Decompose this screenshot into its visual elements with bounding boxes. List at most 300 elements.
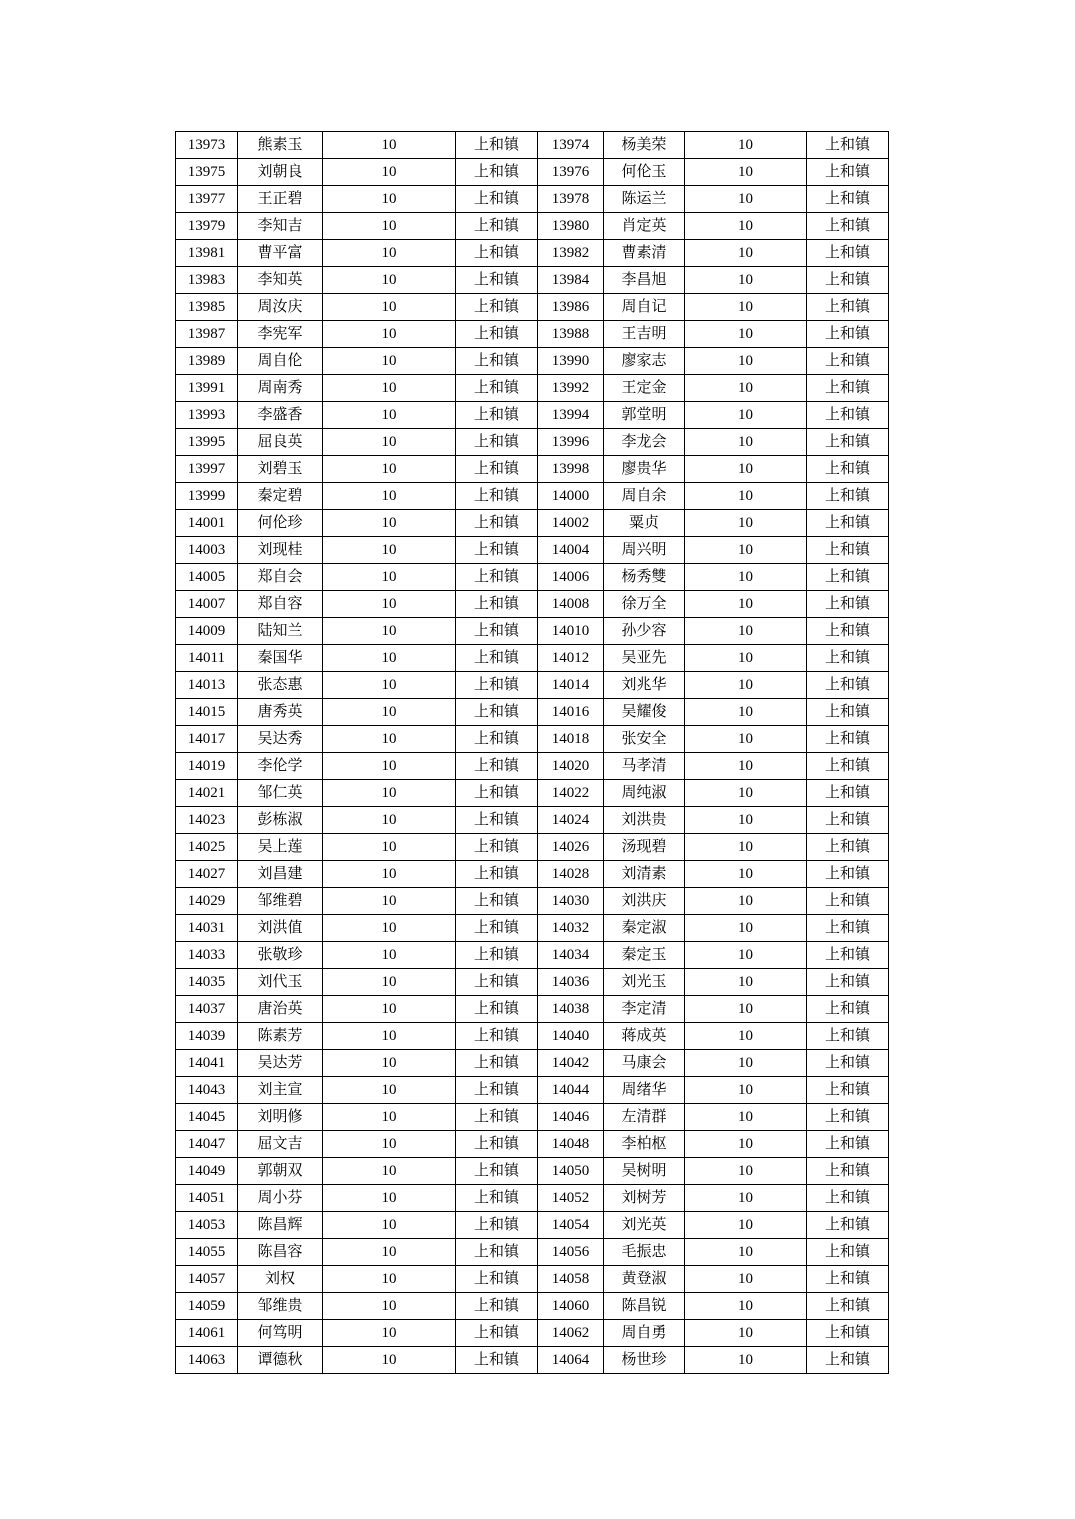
table-row bbox=[176, 834, 889, 861]
cell-amount: 10 bbox=[323, 915, 456, 942]
cell-name: 黄登淑 bbox=[604, 1266, 685, 1293]
cell-amount: 10 bbox=[323, 1266, 456, 1293]
cell-amount: 10 bbox=[323, 807, 456, 834]
cell-id: 13974 bbox=[538, 132, 604, 159]
cell-name: 陈素芳 bbox=[238, 1023, 323, 1050]
cell-name: 彭栋淑 bbox=[238, 807, 323, 834]
cell-name: 屈良英 bbox=[238, 429, 323, 456]
cell-town: 上和镇 bbox=[807, 1050, 889, 1077]
cell-id: 13994 bbox=[538, 402, 604, 429]
cell-town: 上和镇 bbox=[807, 1266, 889, 1293]
table-row bbox=[176, 348, 889, 375]
table-row bbox=[176, 645, 889, 672]
table-row bbox=[176, 483, 889, 510]
cell-name: 秦定玉 bbox=[604, 942, 685, 969]
cell-town: 上和镇 bbox=[456, 915, 538, 942]
cell-amount: 10 bbox=[685, 213, 807, 240]
cell-name: 刘兆华 bbox=[604, 672, 685, 699]
cell-id: 14014 bbox=[538, 672, 604, 699]
cell-amount: 10 bbox=[685, 780, 807, 807]
table-row bbox=[176, 1023, 889, 1050]
cell-town: 上和镇 bbox=[456, 1347, 538, 1374]
cell-town: 上和镇 bbox=[807, 1320, 889, 1347]
cell-amount: 10 bbox=[323, 1185, 456, 1212]
cell-town: 上和镇 bbox=[456, 510, 538, 537]
cell-name: 刘明修 bbox=[238, 1104, 323, 1131]
cell-amount: 10 bbox=[685, 753, 807, 780]
cell-name: 郑自会 bbox=[238, 564, 323, 591]
cell-town: 上和镇 bbox=[456, 1131, 538, 1158]
cell-name: 何笃明 bbox=[238, 1320, 323, 1347]
cell-id: 13999 bbox=[176, 483, 238, 510]
cell-town: 上和镇 bbox=[807, 645, 889, 672]
cell-id: 14062 bbox=[538, 1320, 604, 1347]
cell-town: 上和镇 bbox=[807, 321, 889, 348]
cell-amount: 10 bbox=[685, 1239, 807, 1266]
cell-town: 上和镇 bbox=[456, 726, 538, 753]
cell-id: 14048 bbox=[538, 1131, 604, 1158]
table-row bbox=[176, 969, 889, 996]
cell-name: 邹仁英 bbox=[238, 780, 323, 807]
cell-id: 14064 bbox=[538, 1347, 604, 1374]
cell-town: 上和镇 bbox=[456, 861, 538, 888]
cell-amount: 10 bbox=[685, 267, 807, 294]
cell-name: 刘现桂 bbox=[238, 537, 323, 564]
cell-name: 刘代玉 bbox=[238, 969, 323, 996]
cell-id: 14023 bbox=[176, 807, 238, 834]
table-row bbox=[176, 159, 889, 186]
cell-id: 14059 bbox=[176, 1293, 238, 1320]
cell-id: 14010 bbox=[538, 618, 604, 645]
cell-town: 上和镇 bbox=[807, 834, 889, 861]
cell-amount: 10 bbox=[323, 429, 456, 456]
cell-amount: 10 bbox=[685, 996, 807, 1023]
cell-name: 马康会 bbox=[604, 1050, 685, 1077]
cell-name: 廖贵华 bbox=[604, 456, 685, 483]
cell-amount: 10 bbox=[323, 483, 456, 510]
cell-amount: 10 bbox=[685, 240, 807, 267]
cell-town: 上和镇 bbox=[456, 240, 538, 267]
cell-town: 上和镇 bbox=[807, 348, 889, 375]
cell-id: 13975 bbox=[176, 159, 238, 186]
cell-town: 上和镇 bbox=[807, 1212, 889, 1239]
cell-amount: 10 bbox=[323, 1239, 456, 1266]
cell-town: 上和镇 bbox=[807, 294, 889, 321]
cell-name: 吴上莲 bbox=[238, 834, 323, 861]
cell-amount: 10 bbox=[323, 942, 456, 969]
cell-id: 14005 bbox=[176, 564, 238, 591]
table-row bbox=[176, 591, 889, 618]
cell-town: 上和镇 bbox=[807, 1104, 889, 1131]
cell-name: 杨秀雙 bbox=[604, 564, 685, 591]
cell-amount: 10 bbox=[323, 996, 456, 1023]
cell-id: 14052 bbox=[538, 1185, 604, 1212]
cell-amount: 10 bbox=[685, 510, 807, 537]
cell-town: 上和镇 bbox=[456, 267, 538, 294]
cell-town: 上和镇 bbox=[456, 807, 538, 834]
cell-town: 上和镇 bbox=[807, 1023, 889, 1050]
cell-name: 曹素清 bbox=[604, 240, 685, 267]
cell-town: 上和镇 bbox=[807, 1131, 889, 1158]
table-row bbox=[176, 1320, 889, 1347]
cell-id: 14025 bbox=[176, 834, 238, 861]
cell-town: 上和镇 bbox=[807, 375, 889, 402]
table-row bbox=[176, 510, 889, 537]
cell-id: 13977 bbox=[176, 186, 238, 213]
cell-name: 秦国华 bbox=[238, 645, 323, 672]
cell-amount: 10 bbox=[685, 456, 807, 483]
cell-amount: 10 bbox=[685, 618, 807, 645]
cell-town: 上和镇 bbox=[456, 483, 538, 510]
cell-id: 13985 bbox=[176, 294, 238, 321]
cell-amount: 10 bbox=[323, 969, 456, 996]
cell-id: 13989 bbox=[176, 348, 238, 375]
cell-town: 上和镇 bbox=[807, 753, 889, 780]
cell-amount: 10 bbox=[685, 402, 807, 429]
cell-amount: 10 bbox=[323, 591, 456, 618]
table-row bbox=[176, 1158, 889, 1185]
cell-town: 上和镇 bbox=[456, 1158, 538, 1185]
cell-amount: 10 bbox=[685, 807, 807, 834]
cell-id: 14057 bbox=[176, 1266, 238, 1293]
cell-name: 李昌旭 bbox=[604, 267, 685, 294]
cell-name: 杨世珍 bbox=[604, 1347, 685, 1374]
cell-id: 14051 bbox=[176, 1185, 238, 1212]
cell-amount: 10 bbox=[685, 1050, 807, 1077]
cell-id: 14047 bbox=[176, 1131, 238, 1158]
cell-id: 13998 bbox=[538, 456, 604, 483]
cell-name: 周自勇 bbox=[604, 1320, 685, 1347]
cell-town: 上和镇 bbox=[456, 537, 538, 564]
cell-town: 上和镇 bbox=[456, 159, 538, 186]
cell-town: 上和镇 bbox=[807, 537, 889, 564]
cell-amount: 10 bbox=[323, 834, 456, 861]
cell-id: 14033 bbox=[176, 942, 238, 969]
cell-town: 上和镇 bbox=[456, 618, 538, 645]
cell-id: 14050 bbox=[538, 1158, 604, 1185]
cell-town: 上和镇 bbox=[456, 1050, 538, 1077]
table-row bbox=[176, 456, 889, 483]
cell-name: 王定金 bbox=[604, 375, 685, 402]
cell-amount: 10 bbox=[323, 456, 456, 483]
table-row bbox=[176, 726, 889, 753]
table-row bbox=[176, 1293, 889, 1320]
cell-amount: 10 bbox=[323, 699, 456, 726]
cell-id: 14006 bbox=[538, 564, 604, 591]
cell-id: 14024 bbox=[538, 807, 604, 834]
cell-id: 14035 bbox=[176, 969, 238, 996]
table-row bbox=[176, 888, 889, 915]
cell-name: 汤现碧 bbox=[604, 834, 685, 861]
cell-town: 上和镇 bbox=[456, 186, 538, 213]
cell-name: 李知英 bbox=[238, 267, 323, 294]
cell-id: 14039 bbox=[176, 1023, 238, 1050]
cell-town: 上和镇 bbox=[807, 1185, 889, 1212]
table-row bbox=[176, 240, 889, 267]
cell-amount: 10 bbox=[323, 348, 456, 375]
cell-town: 上和镇 bbox=[807, 726, 889, 753]
cell-amount: 10 bbox=[323, 672, 456, 699]
cell-town: 上和镇 bbox=[456, 672, 538, 699]
cell-town: 上和镇 bbox=[807, 510, 889, 537]
cell-amount: 10 bbox=[323, 645, 456, 672]
cell-town: 上和镇 bbox=[456, 1212, 538, 1239]
cell-town: 上和镇 bbox=[807, 861, 889, 888]
table-row bbox=[176, 294, 889, 321]
cell-id: 14049 bbox=[176, 1158, 238, 1185]
cell-amount: 10 bbox=[323, 861, 456, 888]
cell-id: 13973 bbox=[176, 132, 238, 159]
cell-id: 14036 bbox=[538, 969, 604, 996]
cell-amount: 10 bbox=[323, 1023, 456, 1050]
cell-town: 上和镇 bbox=[456, 348, 538, 375]
roster-table bbox=[175, 131, 889, 1374]
cell-amount: 10 bbox=[685, 915, 807, 942]
cell-amount: 10 bbox=[323, 132, 456, 159]
cell-name: 周自余 bbox=[604, 483, 685, 510]
table-row bbox=[176, 942, 889, 969]
table-row bbox=[176, 780, 889, 807]
cell-amount: 10 bbox=[685, 294, 807, 321]
cell-name: 秦定碧 bbox=[238, 483, 323, 510]
cell-town: 上和镇 bbox=[807, 1347, 889, 1374]
cell-town: 上和镇 bbox=[807, 456, 889, 483]
cell-id: 14012 bbox=[538, 645, 604, 672]
cell-amount: 10 bbox=[323, 375, 456, 402]
cell-name: 杨美荣 bbox=[604, 132, 685, 159]
cell-id: 14018 bbox=[538, 726, 604, 753]
cell-town: 上和镇 bbox=[807, 1158, 889, 1185]
cell-town: 上和镇 bbox=[807, 618, 889, 645]
table-row bbox=[176, 1104, 889, 1131]
cell-id: 13980 bbox=[538, 213, 604, 240]
cell-amount: 10 bbox=[323, 1320, 456, 1347]
cell-id: 13992 bbox=[538, 375, 604, 402]
cell-name: 吴亚先 bbox=[604, 645, 685, 672]
table-row bbox=[176, 429, 889, 456]
cell-id: 13995 bbox=[176, 429, 238, 456]
cell-amount: 10 bbox=[323, 780, 456, 807]
cell-name: 刘碧玉 bbox=[238, 456, 323, 483]
cell-id: 14038 bbox=[538, 996, 604, 1023]
cell-amount: 10 bbox=[685, 591, 807, 618]
table-row bbox=[176, 564, 889, 591]
cell-town: 上和镇 bbox=[807, 429, 889, 456]
cell-id: 14020 bbox=[538, 753, 604, 780]
table-row bbox=[176, 1239, 889, 1266]
cell-amount: 10 bbox=[685, 348, 807, 375]
cell-amount: 10 bbox=[323, 159, 456, 186]
cell-id: 14058 bbox=[538, 1266, 604, 1293]
cell-town: 上和镇 bbox=[456, 591, 538, 618]
cell-name: 粟贞 bbox=[604, 510, 685, 537]
cell-amount: 10 bbox=[323, 1158, 456, 1185]
cell-id: 14022 bbox=[538, 780, 604, 807]
cell-id: 13982 bbox=[538, 240, 604, 267]
cell-amount: 10 bbox=[685, 672, 807, 699]
cell-town: 上和镇 bbox=[456, 969, 538, 996]
cell-name: 刘光英 bbox=[604, 1212, 685, 1239]
cell-name: 李盛香 bbox=[238, 402, 323, 429]
cell-name: 熊素玉 bbox=[238, 132, 323, 159]
cell-id: 13986 bbox=[538, 294, 604, 321]
cell-town: 上和镇 bbox=[456, 1320, 538, 1347]
cell-name: 周小芬 bbox=[238, 1185, 323, 1212]
cell-id: 14040 bbox=[538, 1023, 604, 1050]
cell-amount: 10 bbox=[323, 537, 456, 564]
table-row bbox=[176, 1266, 889, 1293]
cell-town: 上和镇 bbox=[807, 699, 889, 726]
cell-id: 14061 bbox=[176, 1320, 238, 1347]
cell-name: 孙少容 bbox=[604, 618, 685, 645]
cell-amount: 10 bbox=[685, 1077, 807, 1104]
cell-town: 上和镇 bbox=[456, 942, 538, 969]
cell-town: 上和镇 bbox=[807, 213, 889, 240]
cell-amount: 10 bbox=[685, 186, 807, 213]
table-row bbox=[176, 807, 889, 834]
cell-name: 张敬珍 bbox=[238, 942, 323, 969]
cell-town: 上和镇 bbox=[456, 213, 538, 240]
cell-name: 陈昌辉 bbox=[238, 1212, 323, 1239]
cell-name: 吴达芳 bbox=[238, 1050, 323, 1077]
cell-amount: 10 bbox=[685, 726, 807, 753]
cell-amount: 10 bbox=[323, 1104, 456, 1131]
cell-amount: 10 bbox=[323, 1131, 456, 1158]
cell-town: 上和镇 bbox=[807, 564, 889, 591]
cell-id: 14028 bbox=[538, 861, 604, 888]
cell-town: 上和镇 bbox=[456, 699, 538, 726]
table-row bbox=[176, 402, 889, 429]
cell-id: 14031 bbox=[176, 915, 238, 942]
cell-amount: 10 bbox=[323, 294, 456, 321]
cell-name: 周兴明 bbox=[604, 537, 685, 564]
cell-id: 14054 bbox=[538, 1212, 604, 1239]
cell-name: 郭堂明 bbox=[604, 402, 685, 429]
cell-name: 李宪军 bbox=[238, 321, 323, 348]
cell-amount: 10 bbox=[685, 483, 807, 510]
table-row bbox=[176, 1050, 889, 1077]
cell-id: 14053 bbox=[176, 1212, 238, 1239]
cell-id: 13987 bbox=[176, 321, 238, 348]
cell-town: 上和镇 bbox=[807, 1239, 889, 1266]
table-row bbox=[176, 1077, 889, 1104]
cell-name: 周汝庆 bbox=[238, 294, 323, 321]
cell-town: 上和镇 bbox=[456, 1293, 538, 1320]
cell-name: 何伦玉 bbox=[604, 159, 685, 186]
cell-id: 14008 bbox=[538, 591, 604, 618]
cell-id: 13983 bbox=[176, 267, 238, 294]
cell-name: 刘洪庆 bbox=[604, 888, 685, 915]
cell-name: 周南秀 bbox=[238, 375, 323, 402]
cell-amount: 10 bbox=[685, 564, 807, 591]
cell-name: 刘主宣 bbox=[238, 1077, 323, 1104]
cell-town: 上和镇 bbox=[456, 429, 538, 456]
cell-id: 13996 bbox=[538, 429, 604, 456]
cell-town: 上和镇 bbox=[807, 672, 889, 699]
cell-amount: 10 bbox=[685, 861, 807, 888]
cell-id: 14037 bbox=[176, 996, 238, 1023]
cell-town: 上和镇 bbox=[456, 456, 538, 483]
cell-town: 上和镇 bbox=[456, 1104, 538, 1131]
cell-name: 刘洪贵 bbox=[604, 807, 685, 834]
table-row bbox=[176, 915, 889, 942]
cell-id: 14042 bbox=[538, 1050, 604, 1077]
cell-amount: 10 bbox=[685, 429, 807, 456]
cell-id: 13984 bbox=[538, 267, 604, 294]
cell-amount: 10 bbox=[323, 618, 456, 645]
cell-town: 上和镇 bbox=[807, 1293, 889, 1320]
cell-id: 14034 bbox=[538, 942, 604, 969]
cell-id: 14056 bbox=[538, 1239, 604, 1266]
cell-amount: 10 bbox=[323, 753, 456, 780]
cell-name: 徐万全 bbox=[604, 591, 685, 618]
cell-id: 13988 bbox=[538, 321, 604, 348]
table-row bbox=[176, 1212, 889, 1239]
cell-amount: 10 bbox=[685, 645, 807, 672]
cell-id: 14041 bbox=[176, 1050, 238, 1077]
table-row bbox=[176, 321, 889, 348]
cell-name: 周自伦 bbox=[238, 348, 323, 375]
cell-town: 上和镇 bbox=[456, 753, 538, 780]
cell-amount: 10 bbox=[685, 132, 807, 159]
cell-id: 14013 bbox=[176, 672, 238, 699]
cell-name: 刘清素 bbox=[604, 861, 685, 888]
cell-amount: 10 bbox=[685, 375, 807, 402]
cell-amount: 10 bbox=[323, 1050, 456, 1077]
table-row bbox=[176, 753, 889, 780]
table-row bbox=[176, 1185, 889, 1212]
cell-name: 王吉明 bbox=[604, 321, 685, 348]
cell-amount: 10 bbox=[323, 267, 456, 294]
cell-id: 14021 bbox=[176, 780, 238, 807]
cell-name: 李伦学 bbox=[238, 753, 323, 780]
table-row bbox=[176, 537, 889, 564]
cell-id: 14016 bbox=[538, 699, 604, 726]
cell-name: 张态惠 bbox=[238, 672, 323, 699]
cell-id: 14004 bbox=[538, 537, 604, 564]
cell-name: 张安全 bbox=[604, 726, 685, 753]
cell-name: 肖定英 bbox=[604, 213, 685, 240]
cell-name: 李柏枢 bbox=[604, 1131, 685, 1158]
table-row bbox=[176, 375, 889, 402]
cell-town: 上和镇 bbox=[807, 1077, 889, 1104]
cell-name: 李龙会 bbox=[604, 429, 685, 456]
cell-name: 刘昌建 bbox=[238, 861, 323, 888]
cell-name: 刘树芳 bbox=[604, 1185, 685, 1212]
cell-name: 吴树明 bbox=[604, 1158, 685, 1185]
table-row bbox=[176, 267, 889, 294]
cell-amount: 10 bbox=[323, 186, 456, 213]
cell-id: 14000 bbox=[538, 483, 604, 510]
cell-id: 14027 bbox=[176, 861, 238, 888]
cell-amount: 10 bbox=[323, 1293, 456, 1320]
cell-name: 李知吉 bbox=[238, 213, 323, 240]
cell-town: 上和镇 bbox=[456, 1077, 538, 1104]
cell-amount: 10 bbox=[323, 1077, 456, 1104]
cell-id: 14046 bbox=[538, 1104, 604, 1131]
cell-name: 马孝清 bbox=[604, 753, 685, 780]
cell-amount: 10 bbox=[685, 1104, 807, 1131]
cell-id: 13978 bbox=[538, 186, 604, 213]
cell-name: 蒋成英 bbox=[604, 1023, 685, 1050]
cell-town: 上和镇 bbox=[807, 942, 889, 969]
table-row bbox=[176, 1347, 889, 1374]
cell-name: 吴耀俊 bbox=[604, 699, 685, 726]
cell-town: 上和镇 bbox=[807, 780, 889, 807]
cell-town: 上和镇 bbox=[807, 159, 889, 186]
cell-id: 14001 bbox=[176, 510, 238, 537]
cell-amount: 10 bbox=[685, 942, 807, 969]
